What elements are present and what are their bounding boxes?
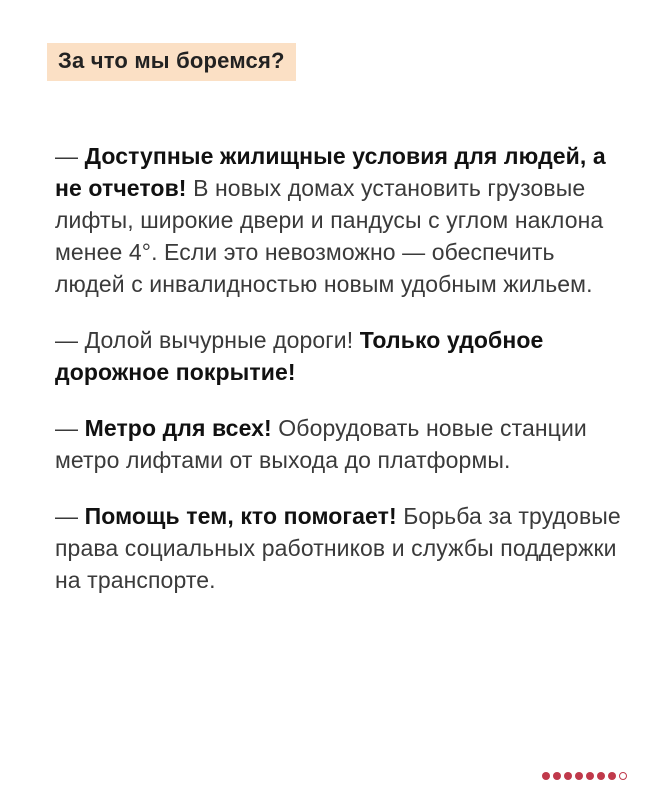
pagination-dot (553, 772, 561, 780)
paragraph-metro (55, 412, 630, 476)
paragraph-lead: Помощь тем, кто помогает! (84, 503, 397, 529)
pagination-dot (586, 772, 594, 780)
dash: — (55, 415, 85, 441)
main-content (55, 140, 630, 620)
pagination-dot (542, 772, 550, 780)
pagination-dot (575, 772, 583, 780)
page-title: За что мы боремся? (47, 43, 296, 81)
dash: — (55, 143, 85, 169)
paragraph-lead: Доступные жилищные условия для людей, а не отчетов! (55, 143, 606, 201)
pagination-dot (564, 772, 572, 780)
paragraph-text: Борьба за трудовые права социальных работников и службы поддержки на транспорте. (55, 503, 621, 593)
dash: — (55, 327, 85, 353)
pagination-dots (542, 772, 627, 780)
pagination-dot-current (608, 772, 616, 780)
paragraph-lead: Только удобное дорожное покрытие! (55, 327, 544, 385)
paragraph-text: В новых домах установить грузовые лифты, широкие двери и пандусы с углом наклона менее 4°. Если это невозможно — обеспечить людей с инвалидностью новым удобным жильем. (55, 175, 604, 297)
paragraph-lead: Метро для всех! (84, 415, 272, 441)
pagination-dot (619, 772, 627, 780)
paragraph-housing (55, 140, 630, 300)
paragraph-text: Оборудовать новые станции метро лифтами от выхода до платформы. (55, 415, 587, 473)
paragraph-text: Долой вычурные дороги! (84, 327, 360, 353)
paragraph-roads (55, 324, 630, 388)
dash: — (55, 503, 85, 529)
paragraph-social-workers (55, 500, 630, 596)
pagination-dot (597, 772, 605, 780)
